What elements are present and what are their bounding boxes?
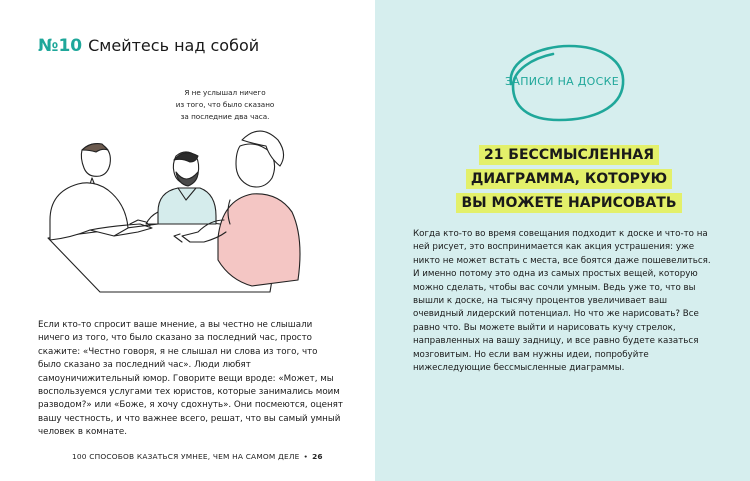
left-body-text — [38, 319, 343, 440]
right-body-text — [413, 228, 713, 375]
headline — [454, 143, 684, 215]
stamp-label: ЗАПИСИ НА ДОСКЕ — [505, 75, 619, 88]
headline-line: ВЫ МОЖЕТЕ НАРИСОВАТЬ — [456, 193, 681, 213]
caption-line: за последние два часа. — [180, 112, 270, 121]
section-number: №10 — [38, 36, 83, 56]
book-title: 100 СПОСОБОВ КАЗАТЬСЯ УМНЕЕ, ЧЕМ НА САМОМ ДЕЛЕ — [72, 452, 300, 461]
footer — [72, 452, 323, 461]
footer-separator: • — [303, 452, 309, 461]
section-heading — [38, 36, 259, 56]
section-title: Смейтесь над собой — [88, 36, 260, 55]
headline-line: 21 БЕССМЫСЛЕННАЯ — [479, 145, 659, 165]
caption-line: Я не услышал ничего — [184, 88, 266, 97]
left-paragraph: Если кто-то спросит ваше мнение, а вы честно не слышали ничего из того, что было сказано за последний час, просто скажите: «Честно говоря, я не слышал ни слова из того, что было сказано за последний час». Люди любят самоуничижительный юмор. Говорите вещи вроде: «Может, мы воспользуемся услугами тех юристов, которые занимались моим разводом?» или «Боже, я хочу сдохнуть». Они посмеются, оценят вашу честность, и что важнее всего, решат, что вы самый умный человек в комнате. — [38, 320, 343, 438]
right-paragraph: Когда кто-то во время совещания подходит к доске и что-то на ней рисует, это воспринимается как акция устрашения: уже никто не может встать с места, все боятся даже пошевелиться. И именно потому это одна из самых простых вещей, которую можно сделать, чтобы вас сочли умным. Ведь уже то, что вы вышли к доске, на тысячу процентов увеличивает ваш очевидный лидерский потенциал. Но что же нарисовать? Все равно что. Вы можете выйти и нарисовать кучу стрелок, направленных на вашу задницу, и все равно будете казаться мозговитым. Но если вам нужны идеи, попробуйте нижеследующие бессмысленные диаграммы. — [413, 229, 711, 374]
headline-line: ДИАГРАММА, КОТОРУЮ — [466, 169, 672, 189]
meeting-illustration — [30, 120, 320, 300]
caption-line: из того, что было сказано — [175, 100, 275, 109]
page-number: 26 — [312, 452, 323, 461]
illustration-caption — [160, 87, 290, 123]
